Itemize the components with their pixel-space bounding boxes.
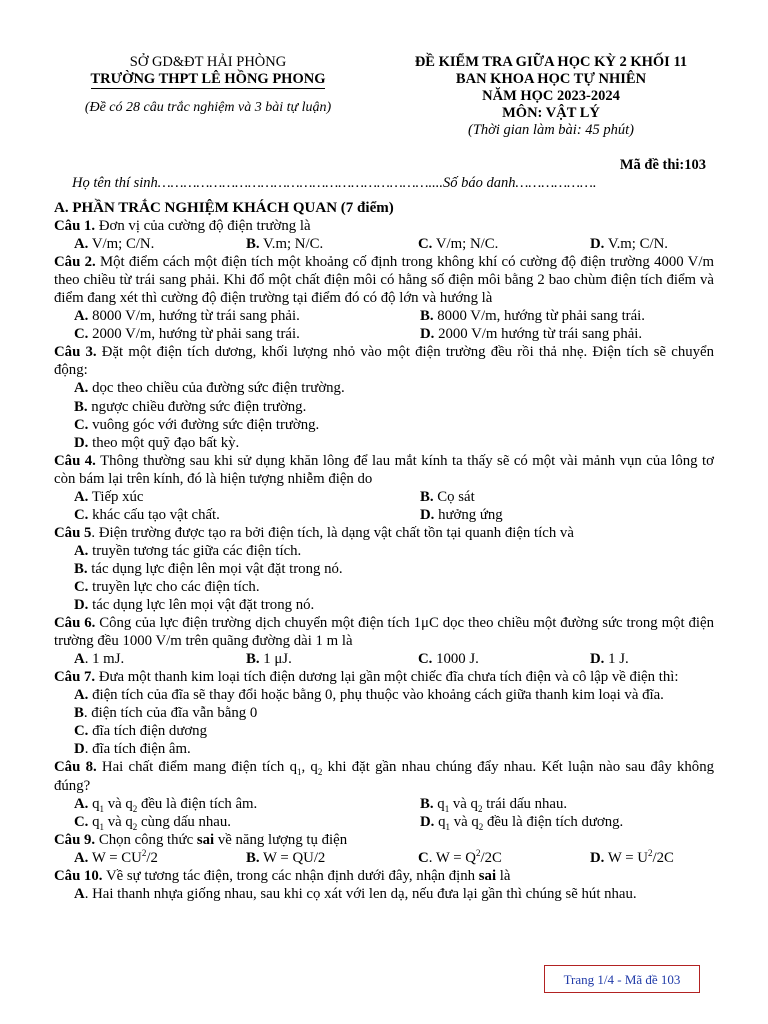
question-label: Câu 1.	[54, 218, 96, 235]
option-d: D. theo một quỹ đạo bất kỳ.	[74, 434, 240, 451]
option-a: A. $q_1$ và $q_2$ đều là điện tích âm.	[74, 795, 258, 814]
question-content	[54, 199, 714, 903]
question-7: Câu 7. Đưa một thanh kim loại tích điện dương lại gần một chiếc đĩa chưa tích điện và cô lập về điện thì:	[54, 669, 679, 686]
option-d: D. tác dụng lực lên mọi vật đặt trong nó.	[74, 597, 315, 614]
option-a: A. dọc theo chiều của đường sức điện trường.	[74, 380, 345, 397]
option-a: A. điện tích của đĩa sẽ thay đổi hoặc bằng 0, phụ thuộc vào khoảng cách giữa thanh kim loại và đĩa.	[74, 687, 664, 704]
option-c: C. truyền lực cho các điện tích.	[74, 578, 260, 595]
option-b: B. W = QU/2	[246, 849, 326, 866]
option-a: A. 1 mJ.	[74, 651, 125, 668]
option-c: C. 1000 J.	[418, 651, 479, 668]
exam-code: Mã đề thi:103	[619, 157, 706, 173]
section-title: A. PHẦN TRẮC NGHIỆM KHÁCH QUAN (7 điểm)	[54, 200, 394, 216]
header-left	[58, 54, 358, 116]
option-d: D. $q_1$ và $q_2$ đều là điện tích dương.	[420, 813, 624, 832]
option-a: A. 8000 V/m, hướng từ trái sang phải.	[74, 308, 300, 325]
option-b: B. tác dụng lực điện lên mọi vật đặt trong nó.	[74, 560, 343, 577]
question-4-options-row2	[54, 506, 714, 524]
option-d: D. V.m; C/N.	[590, 236, 668, 253]
option-a: A. V/m; C/N.	[74, 236, 155, 253]
department: SỞ GD&ĐT HẢI PHÒNG	[129, 54, 287, 70]
option-a: A. Tiếp xúc	[74, 488, 144, 505]
question-10: Câu 10. Về sự tương tác điện, trong các nhận định dưới đây, nhận định sai là	[54, 867, 511, 884]
option-b: B. Cọ sát	[420, 488, 475, 505]
question-text: Đơn vị của cường độ điện trường là	[95, 218, 311, 235]
option-c: C. $q_1$ và $q_2$ cùng dấu nhau.	[74, 813, 231, 832]
candidate-info-line: Họ tên thí sinh………………………………………………………....Số báo danh……………….	[72, 175, 597, 191]
option-d: D. $W = U^2/2C$	[590, 847, 674, 866]
option-a: A. $W = CU^2/2$	[74, 847, 158, 866]
option-a: A. truyền tương tác giữa các điện tích.	[74, 542, 302, 559]
exam-time: (Thời gian làm bài: 45 phút)	[467, 122, 635, 138]
question-9-options	[54, 849, 714, 867]
option-b: B. V.m; N/C.	[246, 236, 324, 253]
question-3: Câu 3. Đặt một điện tích dương, khối lượng nhỏ vào một điện trường đều rồi thả nhẹ. Điện tích sẽ chuyển động:	[54, 344, 714, 379]
exam-title: ĐỀ KIỂM TRA GIỮA HỌC KỲ 2 KHỐI 11	[414, 54, 688, 70]
subject: MÔN: VẬT LÝ	[502, 105, 600, 121]
option-d: D. hưởng ứng	[420, 506, 503, 523]
option-d: D. 1 J.	[590, 651, 629, 668]
option-d: D. đĩa tích điện âm.	[74, 741, 191, 758]
question-8: Câu 8. Hai chất điểm mang điện tích $q_1$, $q_2$ khi đặt gần nhau chúng đẩy nhau. Kết luận nào sau đây không đúng?	[54, 759, 714, 794]
exam-note: (Đề có 28 câu trắc nghiệm và 3 bài tự luận)	[84, 100, 332, 115]
question-6-options	[54, 650, 714, 668]
option-b: B. 8000 V/m, hướng từ phải sang trái.	[420, 308, 645, 325]
option-c: C. $W = Q^2/2C$	[418, 847, 502, 866]
option-c: C. đĩa tích điện dương	[74, 723, 207, 740]
question-2-options-row1	[54, 307, 714, 325]
option-c: C. V/m; N/C.	[418, 236, 499, 253]
option-d: D. 2000 V/m hướng từ trái sang phải.	[420, 326, 643, 343]
school-name: TRƯỜNG THPT LÊ HỒNG PHONG	[90, 71, 326, 87]
option-b: B. ngược chiều đường sức điện trường.	[74, 398, 307, 415]
division: BAN KHOA HỌC TỰ NHIÊN	[455, 71, 647, 87]
question-5: Câu 5. Điện trường được tạo ra bởi điện tích, là dạng vật chất tồn tại quanh điện tích và	[54, 524, 574, 541]
question-8-options-row1	[54, 795, 714, 813]
question-2: Câu 2. Một điểm cách một điện tích một khoảng cố định trong không khí có cường độ điện trường 4000 V/m theo chiều từ trái sang phải. Khi đổ một chất điện môi có hằng số điện môi bằng 2 bao chùm điện tích điểm và điểm đang xét thì cường độ điện trường tại điểm đó có độ lớn và hướng là	[54, 254, 714, 307]
option-b: B. 1 μJ.	[246, 651, 292, 668]
question-9: Câu 9. Chọn công thức sai về năng lượng tụ điện	[54, 831, 348, 848]
question-4-options-row1	[54, 488, 714, 506]
school-year: NĂM HỌC 2023-2024	[482, 88, 620, 104]
page-footer: Trang 1/4 - Mã đề 103	[544, 965, 700, 993]
question-1	[54, 217, 714, 235]
option-a: A. Hai thanh nhựa giống nhau, sau khi cọ xát với len dạ, nếu đưa lại gần thì chúng sẽ hút nhau.	[74, 885, 637, 902]
question-4: Câu 4. Thông thường sau khi sử dụng khăn lông để lau mắt kính ta thấy sẽ có một vài mảnh vụn của lông tơ còn bám lại trên kính, đó là hiện tượng nhiễm điện do	[54, 452, 714, 487]
option-c: C. 2000 V/m, hướng từ phải sang trái.	[74, 326, 300, 343]
option-c: C. vuông góc với đường sức điện trường.	[74, 416, 320, 433]
question-8-options-row2	[54, 813, 714, 831]
option-b: B. điện tích của đĩa vẫn bằng 0	[74, 705, 258, 722]
question-1-options	[54, 235, 714, 253]
question-2-options-row2	[54, 325, 714, 343]
option-c: C. khác cấu tạo vật chất.	[74, 506, 220, 523]
question-6: Câu 6. Công của lực điện trường dịch chuyển một điện tích 1μC dọc theo chiều một đường sức trong một điện trường đều 1000 V/m trên quãng đường dài 1 m là	[54, 615, 714, 650]
header-right	[395, 54, 707, 139]
option-b: B. $q_1$ và $q_2$ trái dấu nhau.	[420, 795, 568, 814]
